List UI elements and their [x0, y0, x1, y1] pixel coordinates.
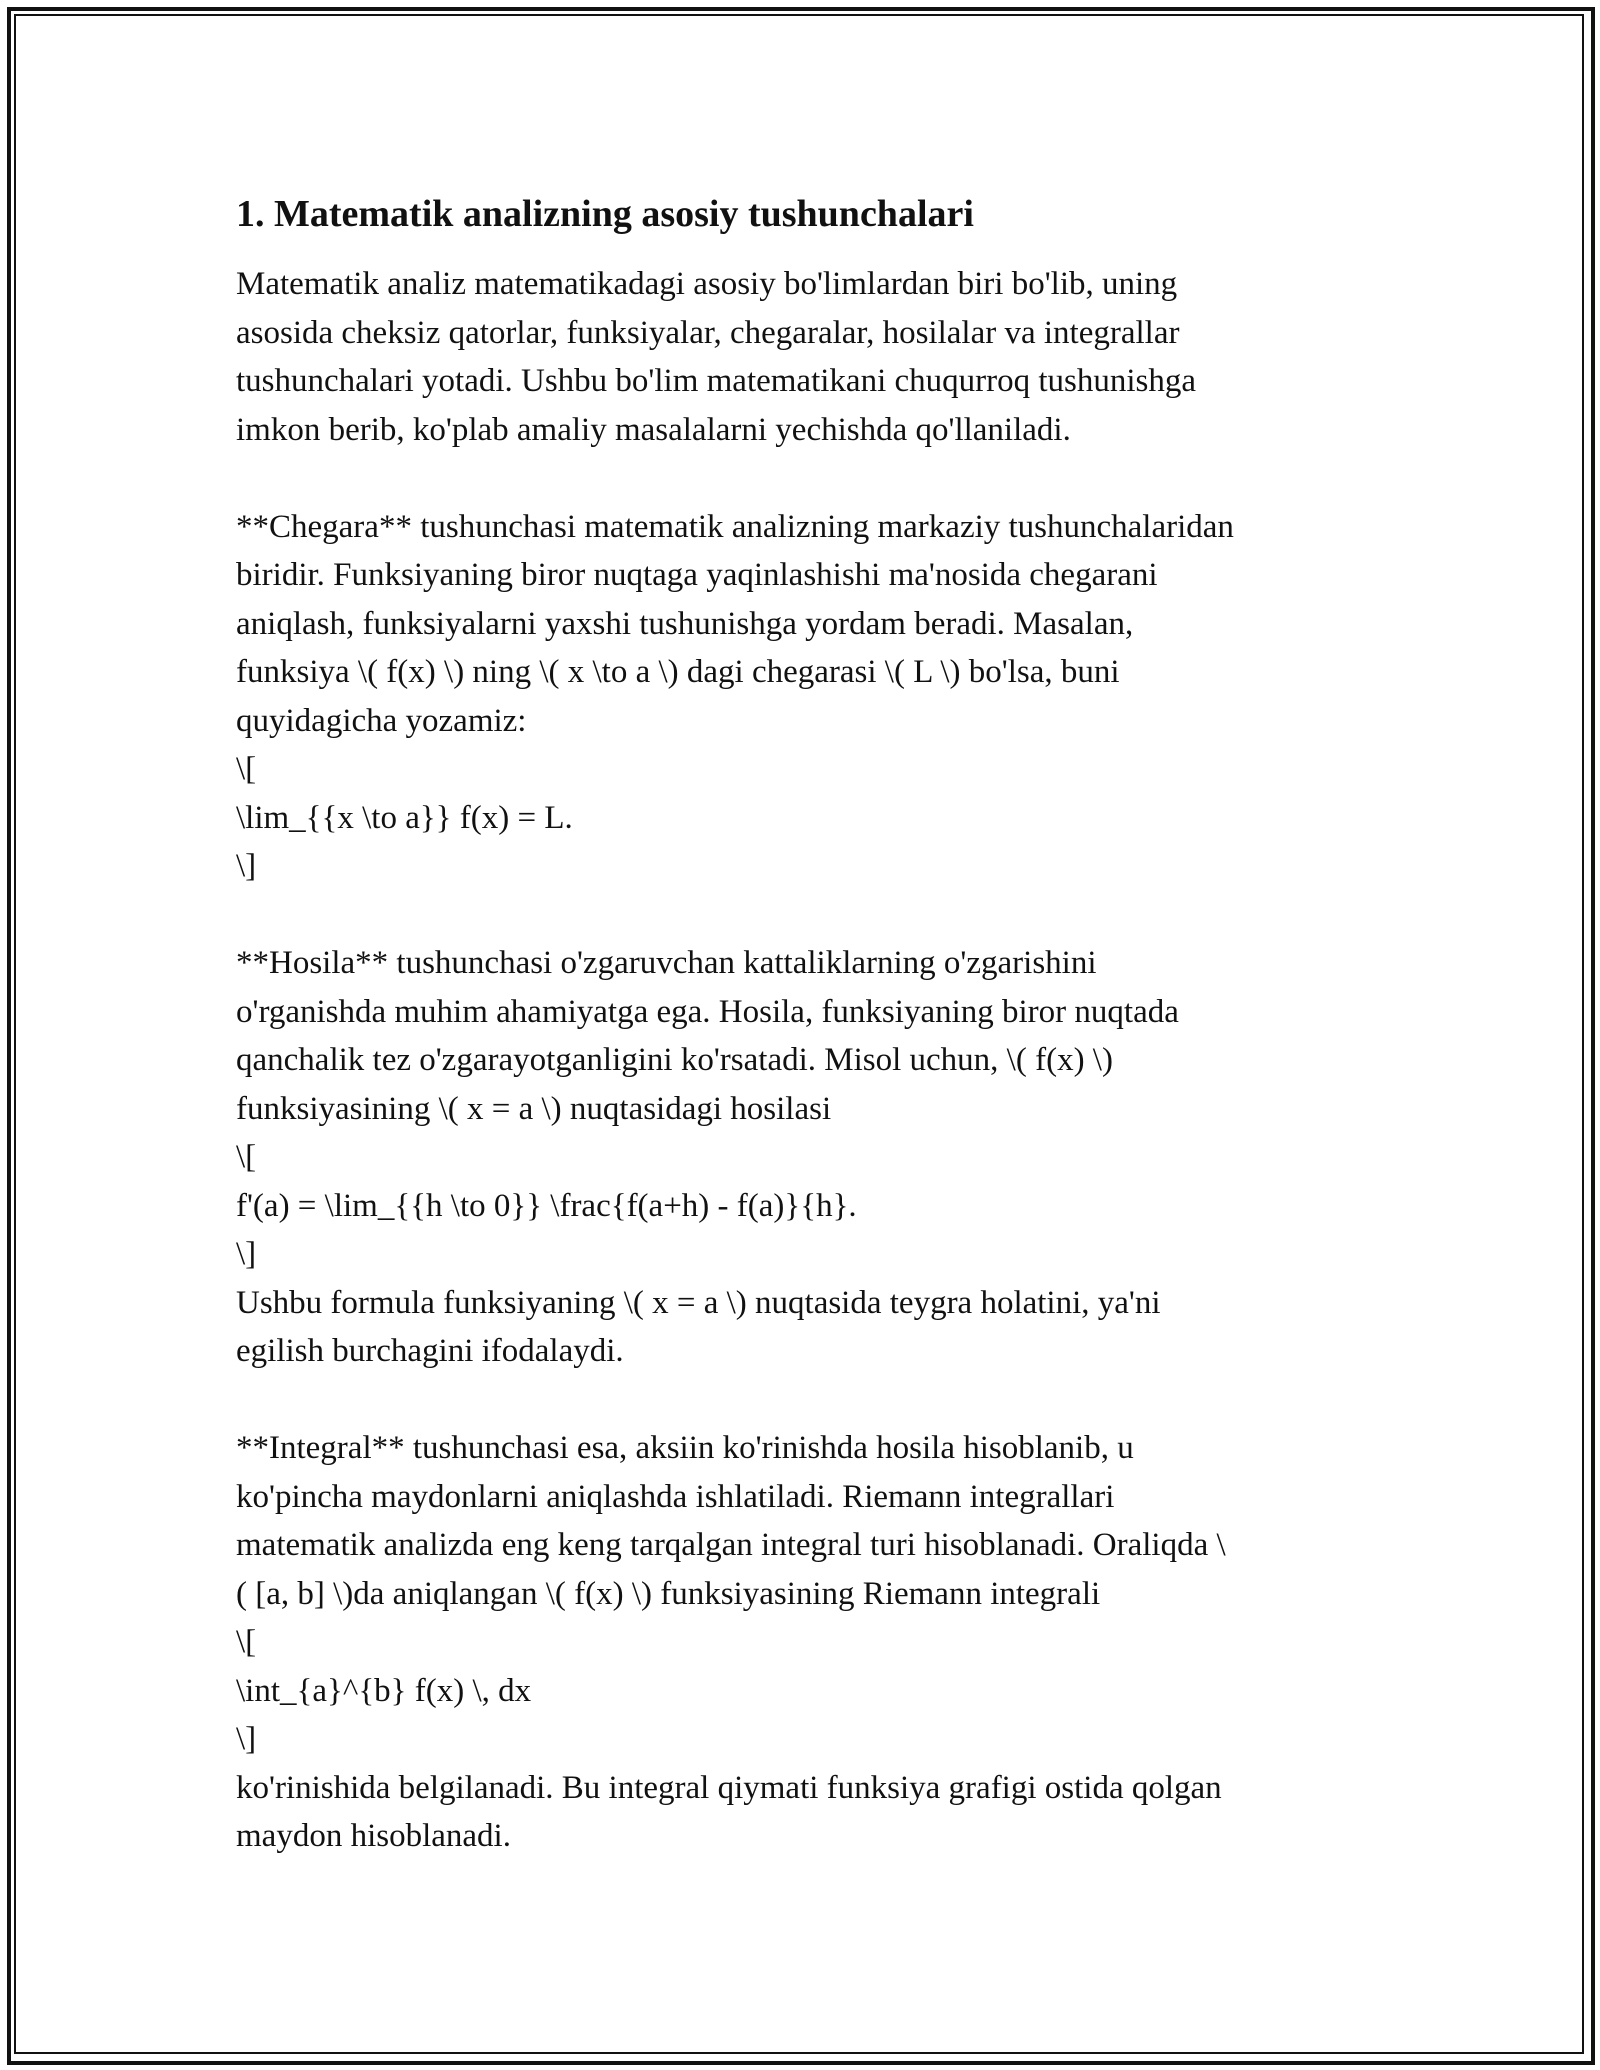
paragraph-integral: [236, 1424, 1376, 1861]
document-body: [236, 186, 1376, 1861]
paragraph-gap: [236, 891, 1376, 940]
text-line: **Hosila** tushunchasi o'zgaruvchan kattaliklarning o'zgarishini: [236, 945, 1097, 981]
text-line: biridir. Funksiyaning biror nuqtaga yaqinlashishi ma'nosida chegarani: [236, 557, 1158, 593]
paragraph-gap: [236, 454, 1376, 503]
text-line: aniqlash, funksiyalarni yaxshi tushunishga yordam beradi. Masalan,: [236, 605, 1134, 642]
text-line: ko'pincha maydonlarni aniqlashda ishlatiladi. Riemann integrallari: [236, 1478, 1115, 1515]
text-line: tushunchalari yotadi. Ushbu bo'lim matematikani chuqurroq tushunishga: [236, 363, 1197, 399]
formula-line: \]: [236, 848, 257, 884]
text-line: ko'rinishida belgilanadi. Bu integral qiymati funksiya grafigi ostida qolgan: [236, 1769, 1222, 1806]
text-line: asosida cheksiz qatorlar, funksiyalar, chegaralar, hosilalar va integrallar: [236, 314, 1180, 351]
text-line: maydon hisoblanadi.: [236, 1818, 511, 1854]
formula-line: \]: [236, 1236, 257, 1272]
text-line: Ushbu formula funksiyaning \( x = a \) nuqtasida teygra holatini, ya'ni: [236, 1284, 1161, 1321]
formula-line: \[: [236, 751, 257, 787]
formula-line: \lim_{{x \to a}} f(x) = L.: [236, 799, 573, 836]
paragraph-gap: [236, 1376, 1376, 1425]
formula-line: \[: [236, 1624, 257, 1660]
formula-line: \int_{a}^{b} f(x) \, dx: [236, 1672, 532, 1709]
formula-line: \]: [236, 1721, 257, 1757]
paragraph-intro: [236, 260, 1376, 454]
text-line: qanchalik tez o'zgarayotganligini ko'rsatadi. Misol uchun, \( f(x) \): [236, 1042, 1113, 1078]
text-line: Matematik analiz matematikadagi asosiy bo'limlardan biri bo'lib, uning: [236, 266, 1178, 302]
text-line: egilish burchagini ifodalaydi.: [236, 1333, 624, 1369]
text-line: funksiyasining \( x = a \) nuqtasidagi hosilasi: [236, 1090, 832, 1127]
paragraph-chegara: [236, 503, 1376, 891]
text-line: matematik analizda eng keng tarqalgan integral turi hisoblanadi. Oraliqda \: [236, 1527, 1226, 1563]
text-line: funksiya \( f(x) \) ning \( x \to a \) dagi chegarasi \( L \) bo'lsa, buni: [236, 654, 1120, 690]
text-line: o'rganishda muhim ahamiyatga ega. Hosila, funksiyaning biror nuqtada: [236, 993, 1179, 1030]
paragraph-hosila: [236, 939, 1376, 1376]
text-line: ( [a, b] \)da aniqlangan \( f(x) \) funksiyasining Riemann integrali: [236, 1575, 1101, 1612]
text-line: quyidagicha yozamiz:: [236, 702, 527, 739]
text-line: **Chegara** tushunchasi matematik analizning markaziy tushunchalaridan: [236, 508, 1234, 545]
formula-line: f'(a) = \lim_{{h \to 0}} \frac{f(a+h) - f(a)}{h}.: [236, 1187, 857, 1224]
section-title: 1. Matematik analizning asosiy tushunchalari: [236, 193, 974, 235]
formula-line: \[: [236, 1139, 257, 1175]
text-line: **Integral** tushunchasi esa, aksiin ko'rinishda hosila hisoblanib, u: [236, 1430, 1134, 1466]
text-line: imkon berib, ko'plab amaliy masalalarni yechishda qo'llaniladi.: [236, 411, 1071, 448]
